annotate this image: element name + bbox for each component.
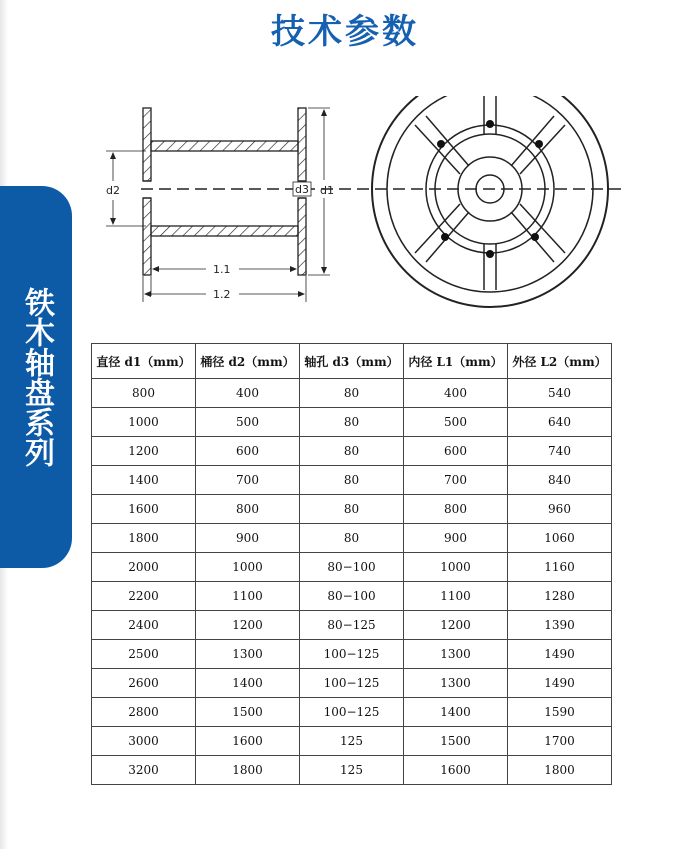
table-cell: 2000 [92, 553, 196, 582]
table-cell: 80 [300, 466, 404, 495]
header-cell: 桶径 d2（mm） [196, 344, 300, 379]
table-cell: 1500 [404, 727, 508, 756]
table-cell: 1490 [508, 669, 612, 698]
table-cell: 540 [508, 379, 612, 408]
table-row [92, 466, 612, 495]
table-cell: 1390 [508, 611, 612, 640]
header-cell: 外径 L2（mm） [508, 344, 612, 379]
table-cell: 80 [300, 379, 404, 408]
table-cell: 2800 [92, 698, 196, 727]
table-cell: 900 [196, 524, 300, 553]
table-cell: 1160 [508, 553, 612, 582]
table-row [92, 408, 612, 437]
table-cell: 500 [196, 408, 300, 437]
table-cell: 1200 [92, 437, 196, 466]
table-row [92, 524, 612, 553]
table-cell: 2500 [92, 640, 196, 669]
table-row [92, 437, 612, 466]
table-cell: 1600 [196, 727, 300, 756]
table-row [92, 553, 612, 582]
table-cell: 1600 [404, 756, 508, 785]
table-cell: 1400 [404, 698, 508, 727]
table-cell: 700 [196, 466, 300, 495]
table-cell: 900 [404, 524, 508, 553]
table-header-row [92, 344, 612, 379]
table-cell: 1800 [92, 524, 196, 553]
table-cell: 100−125 [300, 698, 404, 727]
table-cell: 1000 [404, 553, 508, 582]
table-body [92, 379, 612, 785]
table-cell: 1300 [404, 640, 508, 669]
table-cell: 1300 [404, 669, 508, 698]
table-cell: 1590 [508, 698, 612, 727]
reel-side-view [106, 108, 621, 302]
table-cell: 3000 [92, 727, 196, 756]
dimension-label-d2: d2 [106, 184, 120, 197]
table-cell: 600 [196, 437, 300, 466]
table-cell: 80 [300, 495, 404, 524]
table-cell: 1280 [508, 582, 612, 611]
table-cell: 80−100 [300, 553, 404, 582]
table-cell: 1400 [196, 669, 300, 698]
table-cell: 2600 [92, 669, 196, 698]
table-cell: 1700 [508, 727, 612, 756]
table-cell: 2200 [92, 582, 196, 611]
table-row [92, 727, 612, 756]
table-cell: 125 [300, 756, 404, 785]
table-cell: 1100 [196, 582, 300, 611]
table-cell: 800 [92, 379, 196, 408]
table-cell: 3200 [92, 756, 196, 785]
table-cell: 1800 [508, 756, 612, 785]
table-cell: 740 [508, 437, 612, 466]
table-cell: 80 [300, 437, 404, 466]
table-cell: 80−125 [300, 611, 404, 640]
table-cell: 400 [404, 379, 508, 408]
side-tab-label: 铁木轴盘系列 [0, 186, 72, 568]
table-cell: 125 [300, 727, 404, 756]
table-row [92, 582, 612, 611]
table-cell: 1400 [92, 466, 196, 495]
table-row [92, 495, 612, 524]
table-cell: 1800 [196, 756, 300, 785]
dimension-label-d3: d3 [295, 183, 309, 196]
table-row [92, 698, 612, 727]
table-cell: 1300 [196, 640, 300, 669]
table-cell: 100−125 [300, 669, 404, 698]
table-cell: 800 [196, 495, 300, 524]
page-title: 技术参数 [271, 12, 419, 52]
table-cell: 840 [508, 466, 612, 495]
table-cell: 1100 [404, 582, 508, 611]
table-cell: 960 [508, 495, 612, 524]
table-cell: 500 [404, 408, 508, 437]
spec-table [91, 343, 612, 785]
table-row [92, 611, 612, 640]
table-cell: 80 [300, 524, 404, 553]
table-cell: 100−125 [300, 640, 404, 669]
table-cell: 80 [300, 408, 404, 437]
table-row [92, 379, 612, 408]
table-cell: 400 [196, 379, 300, 408]
table-cell: 800 [404, 495, 508, 524]
table-cell: 1200 [196, 611, 300, 640]
table-cell: 640 [508, 408, 612, 437]
dimension-label-d1: d1 [320, 184, 334, 197]
table-cell: 600 [404, 437, 508, 466]
table-cell: 1000 [196, 553, 300, 582]
table-cell: 1200 [404, 611, 508, 640]
table-cell: 2400 [92, 611, 196, 640]
table-cell: 80−100 [300, 582, 404, 611]
table-cell: 1000 [92, 408, 196, 437]
table-cell: 1500 [196, 698, 300, 727]
table-cell: 1490 [508, 640, 612, 669]
reel-technical-drawing [96, 96, 626, 318]
header-cell: 直径 d1（mm） [92, 344, 196, 379]
header-cell: 轴孔 d3（mm） [300, 344, 404, 379]
table-cell: 700 [404, 466, 508, 495]
table-row [92, 669, 612, 698]
table-row [92, 640, 612, 669]
table-cell: 1600 [92, 495, 196, 524]
table-cell: 1060 [508, 524, 612, 553]
dimension-label-l1: 1.1 [213, 263, 231, 276]
header-cell: 内径 L1（mm） [404, 344, 508, 379]
table-row [92, 756, 612, 785]
dimension-label-l2: 1.2 [213, 288, 231, 301]
